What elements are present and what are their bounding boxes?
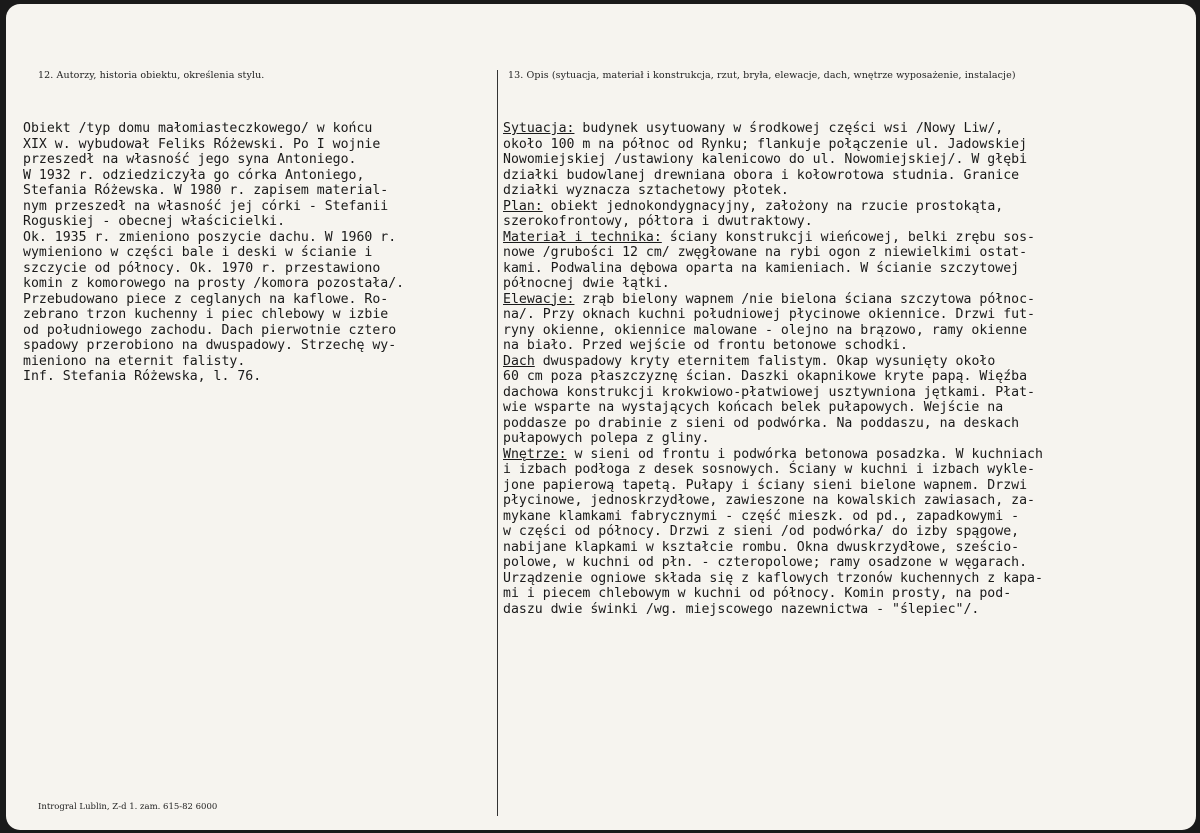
description-text-span: północnej dwie łątki. — [503, 276, 670, 291]
description-line — [503, 245, 1043, 261]
description-text-span: dachowa konstrukcji krokwiowo-płatwiowej usztywniona jętkami. Płat- — [503, 384, 1035, 400]
description-text-span: ryny okienne, okiennice malowane - olejno na brązowo, ramy okienne — [503, 322, 1028, 338]
description-text-span: polowe, w kuchni od płn. - czteropolowe; ramy osadzone w węgarach. — [503, 555, 1028, 570]
description-text-span: Urządzenie ogniowe składa się z kaflowych trzonów kuchennych z kapa- — [503, 570, 1043, 586]
description-text-span: daszu dwie świnki /wg. miejscowego nazewnictwa - "ślepiec"/. — [503, 601, 980, 617]
history-line: Inf. Stefania Różewska, l. 76. — [23, 369, 262, 384]
description-text-span: szerokofrontowy, półtora i dwutraktowy. — [503, 214, 813, 229]
description-line — [503, 338, 1043, 354]
header-description: 13. Opis (sytuacja, materiał i konstrukcja, rzut, bryła, elewacje, dach, wnętrze wyposażenie, instalacje) — [508, 70, 1016, 81]
description-line — [503, 137, 1043, 153]
description-line — [503, 276, 1043, 292]
description-line — [503, 292, 1043, 308]
description-text-span: nowe /grubości 12 cm/ zwęgłowane na rybi ogon z niewielkimi ostat- — [503, 245, 1028, 260]
description-text-span: i izbach podłoga z desek sosnowych. Ściany w kuchni i izbach wykle- — [503, 462, 1035, 477]
description-line — [503, 462, 1043, 478]
description-text-span: w sieni od frontu i podwórka betonowa posadzka. W kuchniach — [566, 446, 1043, 462]
description-line — [503, 323, 1043, 339]
history-line: przeszedł na własność jego syna Antoniego. — [23, 152, 357, 167]
description-text-span: na biało. Przed wejście od frontu betonowe schodki. — [503, 338, 908, 353]
history-line: Ok. 1935 r. zmieniono poszycie dachu. W 1960 r. — [23, 229, 397, 245]
description-text-span: poddasze po drabinie z sieni od podwórka. Na poddaszu, na deskach — [503, 415, 1020, 431]
history-text — [23, 121, 404, 385]
history-line: komin z komorowego na prosty /komora pozostała/. — [23, 276, 405, 291]
description-line — [503, 509, 1043, 525]
history-line: XIX w. wybudował Feliks Różewski. Po I wojnie — [23, 136, 381, 152]
section-heading: Dach — [503, 353, 535, 369]
description-line — [503, 555, 1043, 571]
description-text-span: mykane klamkami fabrycznymi - część mieszk. od pd., zapadkowymi - — [503, 508, 1020, 524]
description-line — [503, 152, 1043, 168]
description-line — [503, 478, 1043, 494]
description-line — [503, 199, 1043, 215]
history-line: spadowy przerobiono na dwuspadowy. Strzechę wy- — [23, 338, 397, 353]
description-text-span: jone papierową tapetą. Pułapy i ściany sieni bielone wapnem. Drzwi — [503, 477, 1028, 493]
description-text-span: budynek usytuowany w środkowej części wsi /Nowy Liw/, — [574, 121, 1004, 136]
history-line: zebrano trzon kuchenny i piec chlebowy w izbie — [23, 307, 389, 322]
description-line — [503, 369, 1043, 385]
description-text — [503, 121, 1043, 617]
section-heading: Sytuacja: — [503, 121, 575, 136]
record-card — [6, 4, 1196, 830]
description-text-span: działki wyznacza sztachetowy płotek. — [503, 183, 789, 198]
description-line — [503, 602, 1043, 618]
description-line — [503, 493, 1043, 509]
description-text-span: około 100 m na północ od Rynku; flankuje połączenie ul. Jadowskiej — [503, 136, 1028, 152]
description-line — [503, 168, 1043, 184]
description-line — [503, 400, 1043, 416]
description-text-span: pułapowych polepa z gliny. — [503, 431, 710, 446]
description-text-span: zrąb bielony wapnem /nie bielona ściana szczytowa północ- — [574, 291, 1035, 307]
history-line: W 1932 r. odziedziczyła go córka Antoniego, — [23, 167, 365, 183]
description-line — [503, 540, 1043, 556]
history-line: nym przeszedł na własność jej córki - Stefanii — [23, 198, 389, 214]
history-line: Stefania Różewska. W 1980 r. zapisem material- — [23, 183, 389, 198]
description-line — [503, 214, 1043, 230]
description-text-span: płycinowe, jednoskrzydłowe, zawieszone na kowalskich zawiasach, za- — [503, 493, 1035, 508]
description-line — [503, 183, 1043, 199]
description-line — [503, 524, 1043, 540]
section-heading: Materiał i technika: — [503, 229, 662, 245]
section-heading: Wnętrze: — [503, 446, 567, 462]
description-line — [503, 307, 1043, 323]
description-text-span: nabijane klapkami w kształcie rombu. Okna dwuskrzydłowe, sześcio- — [503, 539, 1020, 555]
header-authors-history: 12. Autorzy, historia obiektu, określenia stylu. — [38, 70, 265, 81]
description-text-span: mi i piecem chlebowym w kuchni od północy. Komin prosty, na pod- — [503, 586, 1012, 601]
description-text-span: w części od północy. Drzwi z sieni /od podwórka/ do izby spągowe, — [503, 524, 1020, 539]
description-line — [503, 571, 1043, 587]
description-text-span: na/. Przy oknach kuchni południowej płycinowe okiennice. Drzwi fut- — [503, 307, 1035, 322]
description-text-span: Nowomiejskiej /ustawiony kalenicowo do ul. Nowomiejskiej/. W głębi — [503, 152, 1028, 167]
description-line — [503, 416, 1043, 432]
column-divider — [497, 70, 498, 816]
description-line — [503, 121, 1043, 137]
history-line: Roguskiej - obecnej właścicielki. — [23, 214, 286, 229]
section-heading: Plan: — [503, 198, 543, 214]
description-line — [503, 230, 1043, 246]
description-text-span: dwuspadowy kryty eternitem falistym. Okap wysunięty około — [534, 353, 996, 369]
history-line: mieniono na eternit falisty. — [23, 353, 246, 369]
description-text-span: kami. Podwalina dębowa oparta na kamieniach. W ścianie szczytowej — [503, 260, 1020, 276]
description-line — [503, 261, 1043, 277]
description-text-span: działki budowlanej drewniana obora i kołowrotowa studnia. Granice — [503, 167, 1020, 183]
description-text-span: ściany konstrukcji wieńcowej, belki zrębu sos- — [661, 229, 1035, 245]
history-line: Obiekt /typ domu małomiasteczkowego/ w końcu — [23, 121, 373, 136]
description-line — [503, 431, 1043, 447]
history-line: Przebudowano piece z ceglanych na kaflowe. Ro- — [23, 291, 389, 307]
description-line — [503, 354, 1043, 370]
printer-imprint: Introgral Lublin, Z-d 1. zam. 615-82 6000 — [38, 802, 218, 812]
description-text-span: obiekt jednokondygnacyjny, założony na rzucie prostokąta, — [542, 198, 1004, 214]
description-text-span: wie wsparte na wystających końcach belek pułapowych. Wejście na — [503, 400, 1004, 415]
description-line — [503, 385, 1043, 401]
description-line — [503, 447, 1043, 463]
history-line: szczycie od północy. Ok. 1970 r. przestawiono — [23, 260, 381, 276]
history-line: wymieniono w części bale i deski w ścianie i — [23, 245, 373, 260]
section-heading: Elewacje: — [503, 291, 575, 307]
description-line — [503, 586, 1043, 602]
history-line: od południowego zachodu. Dach pierwotnie cztero — [23, 322, 397, 338]
description-text-span: 60 cm poza płaszczyznę ścian. Daszki okapnikowe kryte papą. Więźba — [503, 369, 1028, 384]
